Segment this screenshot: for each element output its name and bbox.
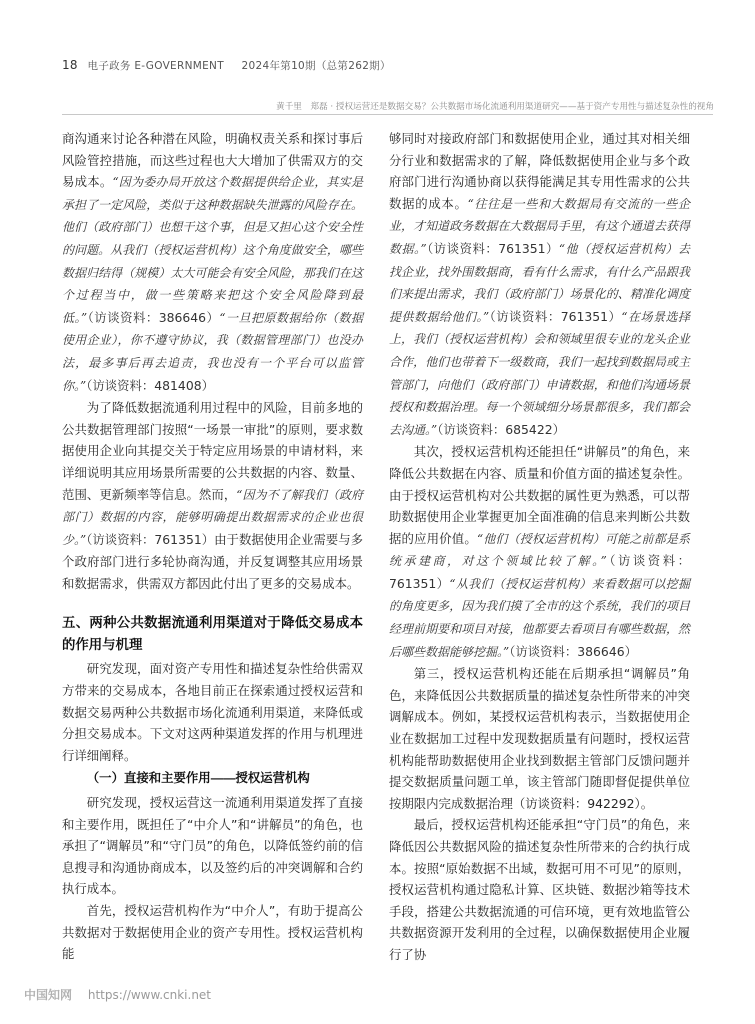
paragraph [62, 397, 363, 594]
interview-quote: “他（授权运营机构）去找企业，找外围数据商，看有什么需求，有什么产品跟我们来提出需求，我们（政府部门）场景化的、精准化调度提供数据给他们。” [389, 241, 691, 324]
interview-citation: （访谈资料：761351） [489, 308, 622, 324]
interview-quote: “他们（授权运营机构）可能之前都是系统承建商，对这个领域比较了解。” [389, 531, 690, 569]
interview-quote: “在场景选择上，我们（授权运营机构）会和领域里很专业的龙头企业合作，他们也带着下一级数商，我们一起找到数据局或主管部门，向他们（政府部门）申请数据，和他们沟通场景授权和数据治理。每一个领域细分场景都很多，我们都会去沟通。” [389, 309, 690, 437]
interview-quote: “一旦把原数据给你（数据使用企业），你不遵守协议，我（数据管理部门）也没办法，最多事后再去追责，我也没有一个平台可以监管你。” [62, 310, 363, 393]
paragraph [389, 441, 690, 663]
interview-citation: （访谈资料：761351） [86, 531, 215, 547]
page-header [62, 58, 712, 73]
interview-quote: “因为委办局开放这个数据提供给企业，其实是承担了一定风险，类似于这种数据缺失泄露的风险存在。他们（政府部门）也想干这个事，但是又担心这个安全性的问题。从我们（授权运营机构）这个角度做安全，哪些数据归结得（规模）太大可能会有安全风险，那我们在这个过程当中，做一些策略来把这个安全风险降到最低。” [62, 175, 364, 325]
paragraph: 研究发现，授权运营这一流通利用渠道发挥了直接和主要作用，既担任了“中介人”和“讲解员”的角色，也承担了“调解员”和“守门员”的角色，以降低签约前的信息搜寻和沟通协商成本，以及签约后的冲突调解和合约执行成本。 [62, 795, 363, 897]
subsection-heading: （一）直接和主要作用——授权运营机构 [86, 771, 310, 786]
paragraph [389, 128, 690, 441]
body-text: 够同时对接政府部门和数据使用企业，通过其对相关细分行业和数据需求的了解，降低数据使用企业与多个政府部门进行沟通协商以获得能满足其专用性需求的公共数据的成本。 [389, 131, 690, 211]
issue-info: 2024年第10期（总第262期） [241, 60, 391, 72]
header-divider [62, 114, 713, 115]
cnki-watermark [24, 986, 211, 1003]
body-text: 由于数据使用企业需要与多个政府部门进行多轮协商沟通，并反复调整其应用场景和数据需求，供需双方都因此付出了更多的交易成本。 [62, 531, 363, 591]
body-text: 为了降低数据流通利用过程中的风险，目前多地的公共数据管理部门按照“一场景一审批”的原则，要求数据使用企业向其提交关于特定应用场景的申请材料，来详细说明其应用场景所需要的公共数据的内容、数量、范围、更新频率等信息。然而， [62, 400, 363, 502]
interview-quote: “从我们（授权运营机构）来看数据可以挖掘的角度更多，因为我们摸了全市的这个系统，我们的项目经理前期要和项目对接，他都要去看项目有哪些数据，然后哪些数据能够挖掘。” [389, 576, 690, 659]
body-text: 商沟通来讨论各种潜在风险，明确权责关系和探讨事后风险管控措施，而这些过程也大大增加了供需双方的交易成本。 [62, 131, 363, 190]
interview-citation: （访谈资料：481408） [86, 377, 214, 393]
interview-citation: （访谈资料：386646） [87, 309, 220, 325]
cnki-logo: 中国知网 [24, 988, 73, 1002]
section-heading: 五、两种公共数据流通利用渠道对于降低交易成本的作用与机理 [62, 615, 363, 653]
interview-citation: （访谈资料：761351） [389, 553, 690, 591]
interview-citation: （访谈资料：386646） [509, 643, 637, 659]
journal-name: 电子政务 E-GOVERNMENT [87, 60, 224, 72]
paragraph [62, 128, 363, 397]
interview-citation: （访谈资料：685422） [437, 421, 565, 437]
left-column [62, 128, 363, 965]
right-column [389, 128, 690, 966]
body-text: 其次，授权运营机构还能担任“讲解员”的角色，来降低公共数据在内容、质量和价值方面的描述复杂性。由于授权运营机构对公共数据的属性更为熟悉，可以帮助数据使用企业掌握更加全面准确的信息来判断公共数据的应用价值。 [389, 444, 690, 546]
paragraph: 第三，授权运营机构还能在后期承担“调解员”角色，来降低因公共数据质量的描述复杂性所带来的冲突调解成本。例如，某授权运营机构表示，当数据使用企业在数据加工过程中发现数据质量有问题时，授权运营机构能帮助数据使用企业找到数据主管部门反馈问题并提交数据质量问题工单，该主管部门随即督促提供单位按期限内完成数据治理（访谈资料：942292）。 [389, 666, 690, 811]
paragraph: 首先，授权运营机构作为“中介人”，有助于提高公共数据对于数据使用企业的资产专用性。授权运营机构能 [62, 903, 363, 962]
paragraph: 最后，授权运营机构还能承担“守门员”的角色，来降低因公共数据风险的描述复杂性所带来的合约执行成本。按照“原始数据不出域，数据可用不可见”的原则，授权运营机构通过隐私计算、区块链、数据沙箱等技术手段，搭建公共数据流通的可信环境，更有效地监管公共数据资源开发利用的全过程，以确保数据使用企业履行了协 [389, 817, 690, 962]
cnki-url[interactable]: https://www.cnki.net [87, 988, 212, 1002]
paragraph: 研究发现，面对资产专用性和描述复杂性给供需双方带来的交易成本，各地目前正在探索通过授权运营和数据交易两种公共数据市场化流通利用渠道，来降低或分担交易成本。下文对这两种渠道发挥的作用与机理进行详细阐释。 [62, 661, 363, 763]
interview-quote: “因为不了解我们（政府部门）数据的内容，能够明确提出数据需求的企业也很少。” [62, 487, 363, 547]
interview-quote: “往往是一些和大数据局有交流的一些企业，才知道政务数据在大数据局手里，有这个通道去获得数据。” [389, 196, 690, 256]
page-number: 18 [62, 58, 78, 72]
article-running-title: 黄千里 郑磊 · 授权运营还是数据交易？公共数据市场化流通利用渠道研究——基于资产专用性与描述复杂性的视角 [276, 102, 714, 112]
interview-citation: （访谈资料：761351） [426, 240, 559, 256]
